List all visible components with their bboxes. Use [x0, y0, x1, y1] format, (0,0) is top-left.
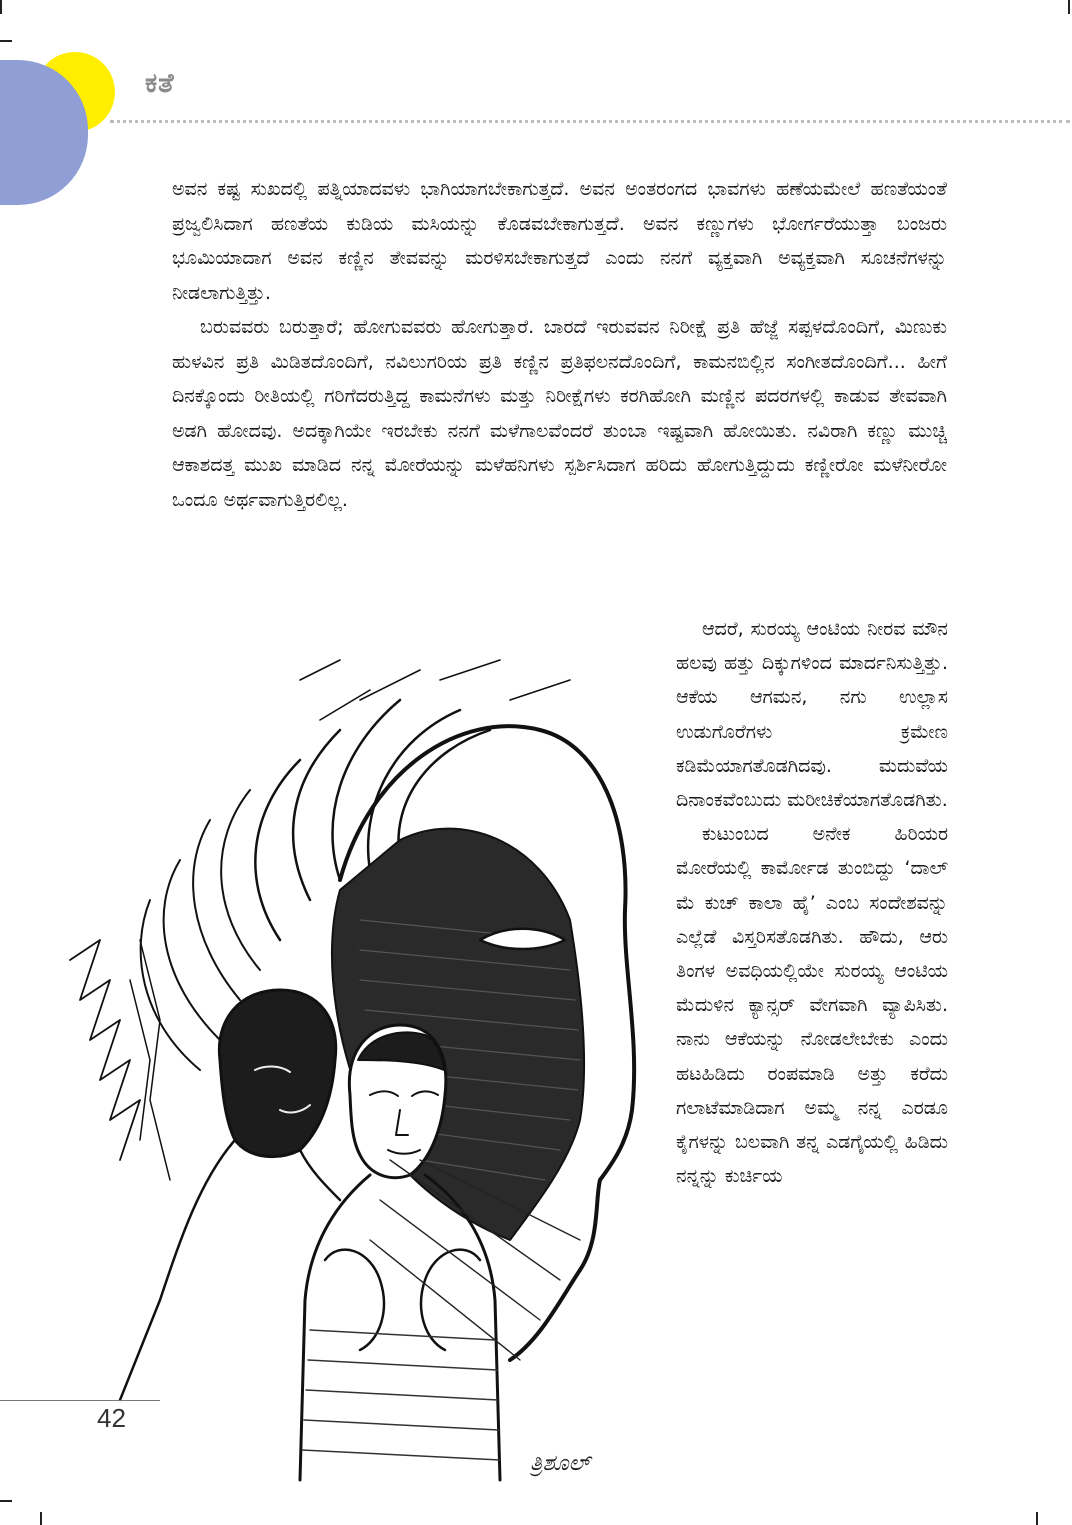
crop-mark: [0, 0, 2, 14]
crop-mark: [1068, 0, 1070, 14]
story-text-column: [676, 612, 948, 1193]
paragraph: ಬರುವವರು ಬರುತ್ತಾರೆ; ಹೋಗುವವರು ಹೋಗುತ್ತಾರೆ. ಬಾರದೆ ಇರುವವನ ನಿರೀಕ್ಷೆ ಪ್ರತಿ ಹೆಜ್ಜೆ ಸಪ್ಪಳದೊಂದಿಗೆ, ಮಿಣುಕು ಹುಳವಿನ ಪ್ರತಿ ಮಿಡಿತದೊಂದಿಗೆ, ನವಿಲುಗರಿಯ ಪ್ರತಿ ಕಣ್ಣಿನ ಪ್ರತಿಫಲನದೊಂದಿಗೆ, ಕಾಮನಬಿಲ್ಲಿನ ಸಂಗೀತದೊಂದಿಗೆ... ಹೀಗೆ ದಿನಕ್ಕೊಂದು ರೀತಿಯಲ್ಲಿ ಗರಿಗೆದರುತ್ತಿದ್ದ ಕಾಮನೆಗಳು ಮತ್ತು ನಿರೀಕ್ಷೆಗಳು ಕರಗಿಹೋಗಿ ಮಣ್ಣಿನ ಪದರಗಳಲ್ಲಿ ಕಾಡುವ ತೇವವಾಗಿ ಅಡಗಿ ಹೋದವು. ಅದಕ್ಕಾಗಿಯೇ ಇರಬೇಕು ನನಗೆ ಮಳೆಗಾಲವೆಂದರೆ ತುಂಬಾ ಇಷ್ಟವಾಗಿ ಹೋಯಿತು. ನವಿರಾಗಿ ಕಣ್ಣು ಮುಚ್ಚಿ ಆಕಾಶದತ್ತ ಮುಖ ಮಾಡಿದ ನನ್ನ ಮೋರೆಯನ್ನು ಮಳೆಹನಿಗಳು ಸ್ಪರ್ಶಿಸಿದಾಗ ಹರಿದು ಹೋಗುತ್ತಿದ್ದುದು ಕಣ್ಣೀರೋ ಮಳೆನೀರೋ ಒಂದೂ ಅರ್ಥವಾಗುತ್ತಿರಲಿಲ್ಲ.: [172, 316, 947, 511]
page-number-rule: [0, 1400, 160, 1401]
paragraph: ಆದರೆ, ಸುರಯ್ಯ ಆಂಟಿಯ ನೀರವ ಮೌನ ಹಲವು ಹತ್ತು ದಿಕ್ಕುಗಳಿಂದ ಮಾರ್ದನಿಸುತ್ತಿತ್ತು. ಆಕೆಯ ಆಗಮನ, ನಗು ಉಲ್ಲಾಸ ಉಡುಗೊರೆಗಳು ಕ್ರಮೇಣ ಕಡಿಮೆಯಾಗತೊಡಗಿದವು. ಮದುವೆಯ ದಿನಾಂಕವೆಂಬುದು ಮರೀಚಿಕೆಯಾಗತೊಡಗಿತು.: [676, 618, 948, 812]
paragraph: ಅವನ ಕಷ್ಟ ಸುಖದಲ್ಲಿ ಪತ್ನಿಯಾದವಳು ಭಾಗಿಯಾಗಬೇಕಾಗುತ್ತದೆ. ಅವನ ಅಂತರಂಗದ ಭಾವಗಳು ಹಣೆಯಮೇಲೆ ಹಣತೆಯಂತೆ ಪ್ರಜ್ವಲಿಸಿದಾಗ ಹಣತೆಯ ಕುಡಿಯ ಮಸಿಯನ್ನು ಕೊಡವಬೇಕಾಗುತ್ತದೆ. ಅವನ ಕಣ್ಣುಗಳು ಭೋರ್ಗರೆಯುತ್ತಾ ಬಂಜರು ಭೂಮಿಯಾದಾಗ ಅವನ ಕಣ್ಣಿನ ತೇವವನ್ನು ಮರಳಿಸಬೇಕಾಗುತ್ತದೆ ಎಂದು ನನಗೆ ವ್ಯಕ್ತವಾಗಿ ಅವ್ಯಕ್ತವಾಗಿ ಸೂಚನೆಗಳನ್ನು ನೀಡಲಾಗುತ್ತಿತ್ತು.: [172, 178, 947, 304]
dotted-divider: [110, 120, 1070, 123]
ink-illustration: [40, 640, 660, 1500]
artist-signature: ತ್ರಿಶೂಲ್: [530, 1451, 591, 1476]
crop-mark: [0, 40, 12, 42]
page-number: 42: [97, 1403, 126, 1433]
paragraph: ಕುಟುಂಬದ ಅನೇಕ ಹಿರಿಯರ ಮೋರೆಯಲ್ಲಿ ಕಾರ್ಮೋಡ ತುಂಬಿದ್ದು ‘ದಾಲ್ ಮೆ ಕುಚ್ ಕಾಲಾ ಹೈ’ ಎಂಬ ಸಂದೇಶವನ್ನು ಎಲ್ಲೆಡೆ ವಿಸ್ತರಿಸತೊಡಗಿತು. ಹೌದು, ಆರು ತಿಂಗಳ ಅವಧಿಯಲ್ಲಿಯೇ ಸುರಯ್ಯ ಆಂಟಿಯ ಮೆದುಳಿನ ಕ್ಯಾನ್ಸರ್ ವೇಗವಾಗಿ ವ್ಯಾಪಿಸಿತು. ನಾನು ಆಕೆಯನ್ನು ನೋಡಲೇಬೇಕು ಎಂದು ಹಟಹಿಡಿದು ರಂಪಮಾಡಿ ಅತ್ತು ಕರೆದು ಗಲಾಟೆಮಾಡಿದಾಗ ಅಮ್ಮ ನನ್ನ ಎರಡೂ ಕೈಗಳನ್ನು ಬಲವಾಗಿ ತನ್ನ ಎಡಗೈಯಲ್ಲಿ ಹಿಡಿದು ನನ್ನನ್ನು ಕುರ್ಚಿಯ: [676, 823, 948, 1188]
crop-mark: [1036, 1512, 1038, 1525]
crop-mark: [0, 1500, 12, 1502]
story-text-top: [172, 172, 947, 517]
crop-mark: [40, 1512, 42, 1525]
section-label: ಕತೆ: [145, 68, 175, 99]
